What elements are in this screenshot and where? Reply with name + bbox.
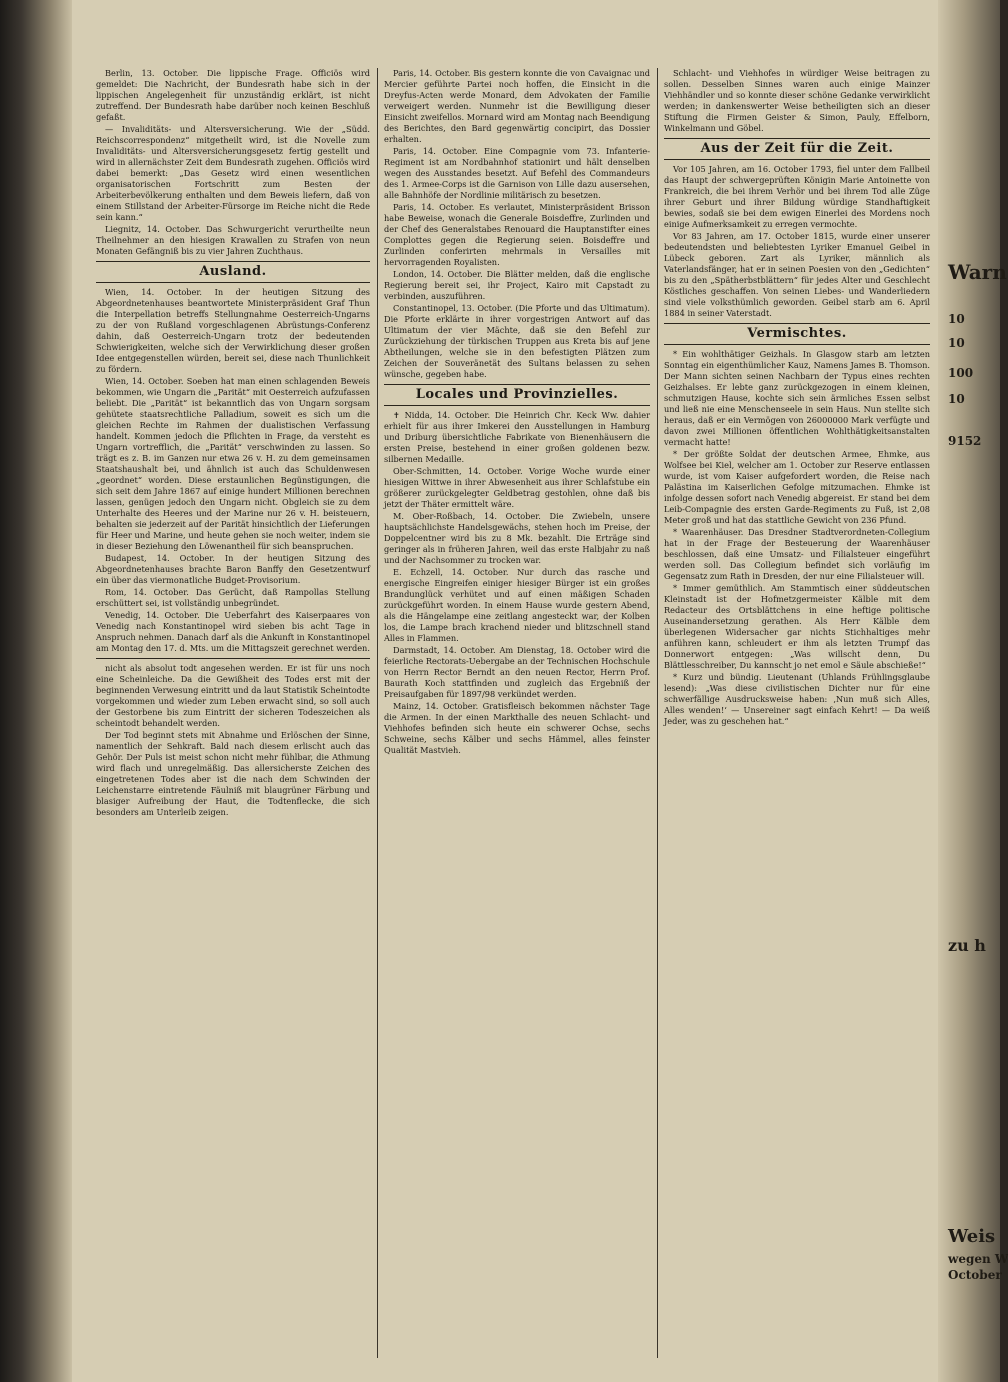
section-heading-zeit: Aus der Zeit für die Zeit. <box>664 138 930 160</box>
article: Wien, 14. October. In der heutigen Sitzung des Abgeordnetenhauses beantwortete Ministerpräsident Graf Thun die Interpellation betreffs Stellungnahme Oesterreich-Ungarns zu der von Rußland vorgeschlagenen Abrüstungs-Conferenz dahin, daß Oesterreich-Ungarn trotz der bedeutenden Schwierigkeiten, welche sich der Verwirklichung dieser großen Idee entgegenstellen würden, bereit sei, diese nach Thunlichkeit zu fördern. <box>96 287 370 374</box>
margin-fragment: 9152 <box>948 434 982 448</box>
article: Vor 105 Jahren, am 16. October 1793, fiel unter dem Fallbeil das Haupt der schwergeprüften Königin Marie Antoinette von Frankreich, die bei ihrem Verhör und bei ihrem Tod alle Züge ihrer Geburt und ihrer Bildung würdige Standhaftigkeit bewies, sodaß sie bei dem ewigen Einerlei des Mordens noch einige Aufmerksamkeit zu erregen vermochte. <box>664 164 930 229</box>
feuilleton-text: Der Tod beginnt stets mit Abnahme und Erlöschen der Sinne, namentlich der Sehkraft. Bald nach diesem erlischt auch das Gehör. Der Puls ist meist schon nicht mehr fühlbar, die Athmung wird flach und unregelmäßig. Das allersicherste Zeichen des eingetretenen Todes aber ist die nach dem Schwinden der Leichenstarre eintretende Fäulniß mit blaugrüner Färbung und blasiger Aufreibung der Haut, die Todtenflecke, die sich besonders am Unterleib zeigen. <box>96 730 370 817</box>
article: Liegnitz, 14. October. Das Schwurgericht verurtheilte neun Theilnehmer an den hiesigen Krawallen zu Strafen von neun Monaten Gefängniß bis zu vier Jahren Zuchthaus. <box>96 224 370 256</box>
margin-fragment: Weis <box>948 1226 996 1247</box>
margin-fragment: zu h <box>948 936 986 955</box>
article: Paris, 14. October. Es verlautet, Ministerpräsident Brisson habe Beweise, wonach die Generale Boisdeffre, Zurlinden und der Chef des Generalstabes Renouard die Hauptanstifter eines Complottes gegen die Regierung seien. Boisdeffre und Zurlinden conferirten mehrmals in Versailles mit hervorragenden Royalisten. <box>384 202 650 267</box>
margin-fragment: 10 <box>948 392 965 406</box>
article: Constantinopel, 13. October. (Die Pforte und das Ultimatum). Die Pforte erklärte in ihrer vorgestrigen Antwort auf das Ultimatum der vier Mächte, daß sie den Befehl zur Zurückziehung der türkischen Truppen aus Kreta bis auf jene Abtheilungen, welche sie in den befestigten Plätzen zum Zeichen der Souveränetät des Sultans belassen zu sehen wünsche, gegeben habe. <box>384 303 650 379</box>
margin-fragment: Warn <box>948 260 1007 284</box>
margin-fragment: 10 <box>948 312 965 326</box>
book-gutter <box>0 0 72 1382</box>
column-rule <box>377 68 378 1358</box>
article: * Der größte Soldat der deutschen Armee, Ehmke, aus Wolfsee bei Kiel, welcher am 1. October zur Reserve entlassen wurde, ist vom Kaiser aufgefordert worden, die Reise nach Palästina im Kaiserlichen Gefolge mitzumachen. Ehmke ist infolge dessen sofort nach Venedig abgereist. Er stand bei dem Leib-Compagnie des ersten Garde-Regiments zu Fuß, ist 2,08 Meter groß und hat das stattliche Gewicht von 236 Pfund. <box>664 449 930 525</box>
column-left <box>96 68 370 1368</box>
column-right <box>664 68 930 1368</box>
article: Paris, 14. October. Eine Compagnie vom 73. Infanterie-Regiment ist am Nordbahnhof stationirt und hält denselben wegen des Ausstandes besetzt. Auf Befehl des Commandeurs des 1. Armee-Corps ist die Garnison von Lille dazu ausersehen, alle Bahnhöfe der Nordlinie militärisch zu besetzen. <box>384 146 650 200</box>
section-heading-locales: Locales und Provinzielles. <box>384 384 650 406</box>
article: London, 14. October. Die Blätter melden, daß die englische Regierung bereit sei, ihr Project, Kairo mit Capstadt zu verbinden, auszuführen. <box>384 269 650 301</box>
article: Schlacht- und Viehhofes in würdiger Weise beitragen zu sollen. Desselben Sinnes waren auch einige Mainzer Viehhändler und so konnte dieser schöne Gedanke verwirklicht werden; in dankenswerter Weise betheiligten sich an dieser Stiftung die Firmen Geister & Simon, Pauly, Effelborn, Winkelmann und Göbel. <box>664 68 930 133</box>
adjacent-page-edge <box>938 0 1008 1382</box>
article: * Ein wohlthätiger Geizhals. In Glasgow starb am letzten Sonntag ein eigenthümlicher Kauz, Namens James B. Thomson. Der Mann sichten seinen Nachbarn der Typus eines rechten Geizhalses. Er lebte ganz zurückgezogen in einem kleinen, schmutzigen Hause, kochte sich sein ärmliches Essen selbst und ließ nie eine Menschenseele in sein Haus. Nun stellte sich heraus, daß er ein Vermögen von 26000000 Mark verfügte und davon zwei Millionen öffentlichen Wohlthätigkeitsanstalten vermacht hatte! <box>664 349 930 447</box>
article: Paris, 14. October. Bis gestern konnte die von Cavaignac und Mercier geführte Partei noch hoffen, die Einsicht in die Dreyfus-Acten werde Monard, dem Advokaten der Familie verweigert werden. Nunmehr ist die Bewilligung dieser Einsicht zweifellos. Mornard wird am Montag nach Beendigung des Berichtes, den Bard gegenwärtig concipirt, das Dossier erhalten. <box>384 68 650 144</box>
margin-fragment: 100 <box>948 366 974 380</box>
article: Mainz, 14. October. Gratisfleisch bekommen nächster Tage die Armen. In der einen Markthalle des neuen Schlacht- und Viehhofes befinden sich heute ein schwerer Ochse, sechs Schweine, sechs Kälber und sechs Hämmel, alles feinster Qualität Mastvieh. <box>384 701 650 755</box>
article: E. Echzell, 14. October. Nur durch das rasche und energische Eingreifen einiger hiesiger Bürger ist ein großes Brandunglück verhütet und auf einen mäßigen Schaden zurückgeführt worden. In einem Hause wurde gestern Abend, als die Hängelampe eine zeitlang angesteckt war, der Kolben los, die Lampe brach krachend nieder und blitzschnell stand Alles in Flammen. <box>384 567 650 643</box>
article: Darmstadt, 14. October. Am Dienstag, 18. October wird die feierliche Rectorats-Uebergabe an der Technischen Hochschule von Herrn Rector Berndt an den neuen Rector, Herrn Prof. Baurath Koch stattfinden und zugleich das Ergebniß der Preisaufgaben für 1897/98 verkündet werden. <box>384 645 650 699</box>
article: * Kurz und bündig. Lieutenant (Uhlands Frühlingsglaube lesend): „Was diese civilistischen Dichter nur für eine schwerfällige Ausdrucksweise haben: ‚Nun muß sich Alles, Alles wenden!‘ — Unsereiner sagt einfach Kehrt! — Da weiß Jeder, was zu geschehen hat.“ <box>664 672 930 726</box>
article: Ober-Schmitten, 14. October. Vorige Woche wurde einer hiesigen Wittwe in ihrer Abwesenheit aus ihrer Schlafstube ein größerer zurückgelegter Geldbetrag gestohlen, ohne daß bis jetzt der Thäter ermittelt wäre. <box>384 466 650 509</box>
divider <box>96 658 370 659</box>
margin-fragment: wegen W <box>948 1252 1008 1266</box>
article: Budapest, 14. October. In der heutigen Sitzung des Abgeordnetenhauses brachte Baron Banffy den Gesetzentwurf ein über das viermonatliche Budget-Provisorium. <box>96 553 370 585</box>
article: Berlin, 13. October. Die lippische Frage. Officiös wird gemeldet: Die Nachricht, der Bundesrath habe sich in der lippischen Angelegenheit für unzuständig erklärt, ist nicht zutreffend. Der Bundesrath habe darüber noch keinen Beschluß gefaßt. <box>96 68 370 122</box>
article: Wien, 14. October. Soeben hat man einen schlagenden Beweis bekommen, wie Ungarn die „Parität“ mit Oesterreich aufzufassen beliebt. Die „Parität“ ist bekanntlich das von Ungarn sorgsam gehütete staatsrechtliche Palladium, soweit es sich um die gleichen Rechte im Rahmen der dualistischen Verfassung handelt. Kommen jedoch die Pflichten in Frage, da versteht es Ungarn vortrefflich, die „Parität“ verschwinden zu lassen. So trägt es z. B. im Ganzen nur etwa 26 v. H. zu dem gemeinsamen Staatshaushalt bei, und ähnlich ist auch das Schuldenwesen „geordnet“ worden. Diese erstaunlichen Begünstigungen, die sich seit dem Jahre 1867 auf einige hundert Millionen berechnen lassen, genügen jedoch den Ungarn nicht. Obgleich sie zu dem Unterhalte des Heeres und der Marine nur 26 v. H. beisteuern, behalten sie jederzeit auf der Parität hinsichtlich der Lieferungen für Heer und Marine, und heute gehen sie noch weiter, indem sie in dieser Beziehung den Löwenantheil für sich beanspruchen. <box>96 376 370 551</box>
margin-fragment: 10 <box>948 336 965 350</box>
article: * Immer gemüthlich. Am Stammtisch einer süddeutschen Kleinstadt ist der Hofmetzgermeister Kälble mit dem Redacteur des Ortsblättchens in eine heftige politische Auseinandersetzung gerathen. Als Herr Kälble dem überlegenen Widersacher gar nichts Stichhaltiges mehr anführen kann, schleudert er ihm als letzten Trumpf das Donnerwort entgegen: „Was willscht denn, Du Blättlesschreiber, Du kannscht jo net emol e Säule abschieße!“ <box>664 583 930 670</box>
article: Venedig, 14. October. Die Ueberfahrt des Kaiserpaares von Venedig nach Konstantinopel wird sieben bis acht Tage in Anspruch nehmen. Danach darf als die Ankunft in Konstantinopel am Montag den 17. d. Mts. um die Mittagszeit gerechnet werden. <box>96 610 370 653</box>
column-middle <box>384 68 650 1368</box>
article: — Invaliditäts- und Altersversicherung. Wie der „Südd. Reichscorrespondenz“ mitgetheilt wird, ist die Novelle zum Invaliditäts- und Altersversicherungsgesetz fertig gestellt und wird in allernächster Zeit dem Bundesrath zugehen. Officiös wird dabei bemerkt: „Das Gesetz wird einen wesentlichen organisatorischen Fortschritt zum Besten der Arbeiterbevölkerung enthalten und dem Beweis liefern, daß von einem Stillstand der Arbeiter-Fürsorge im Reiche nicht die Rede sein kann.“ <box>96 124 370 222</box>
article: Vor 83 Jahren, am 17. October 1815, wurde einer unserer bedeutendsten und beliebtesten Lyriker Emanuel Geibel in Lübeck geboren. Zart als Lyriker, männlich als Vaterlandsfänger, hat er in seinen Poesien von den „Gedichten“ bis zu den „Spätherbstblättern“ für jedes Alter und Geschlecht Köstliches geschaffen. Von seinen Liebes- und Wanderliedern sind viele volksthümlich geworden. Geibel starb am 6. April 1884 in seiner Vaterstadt. <box>664 231 930 318</box>
margin-fragment: October <box>948 1268 1002 1282</box>
article: ✝ Nidda, 14. October. Die Heinrich Chr. Keck Ww. dahier erhielt für aus ihrer Imkerei den Ausstellungen in Hamburg und Driburg übersichtliche Fabrikate von Bienenhäusern die ersten Preise, bestehend in einer großen goldenen bezw. silbernen Medaille. <box>384 410 650 464</box>
article: Rom, 14. October. Das Gerücht, daß Rampollas Stellung erschüttert sei, ist vollständig unbegründet. <box>96 587 370 608</box>
section-heading-vermischtes: Vermischtes. <box>664 323 930 345</box>
section-heading-ausland: Ausland. <box>96 261 370 283</box>
feuilleton-text: nicht als absolut todt angesehen werden. Er ist für uns noch eine Scheinleiche. Da die Gewißheit des Todes erst mit der beginnenden Verwesung eintritt und da laut Statistik Scheintodte vorgekommen und wieder zum Leben erwacht sind, so soll auch der Gestorbene bis zum Eintritt der sicheren Todeszeichen als scheintodt behandelt werden. <box>96 663 370 728</box>
column-rule <box>657 68 658 1358</box>
article: * Waarenhäuser. Das Dresdner Stadtverordneten-Collegium hat in der Frage der Besteuerung der Waarenhäuser beschlossen, daß eine Umsatz- und Filialsteuer eingeführt werden soll. Das Collegium befindet sich vorläufig im Gegensatz zum Rath in Dresden, der nur eine Filialsteuer will. <box>664 527 930 581</box>
article: M. Ober-Roßbach, 14. October. Die Zwiebeln, unsere hauptsächlichste Handelsgewächs, stehen hoch im Preise, der Doppelcentner wird bis zu 8 Mk. bezahlt. Die Erträge sind geringer als in früheren Jahren, weil das erste Halbjahr zu naß und der Nachsommer zu trocken war. <box>384 511 650 565</box>
